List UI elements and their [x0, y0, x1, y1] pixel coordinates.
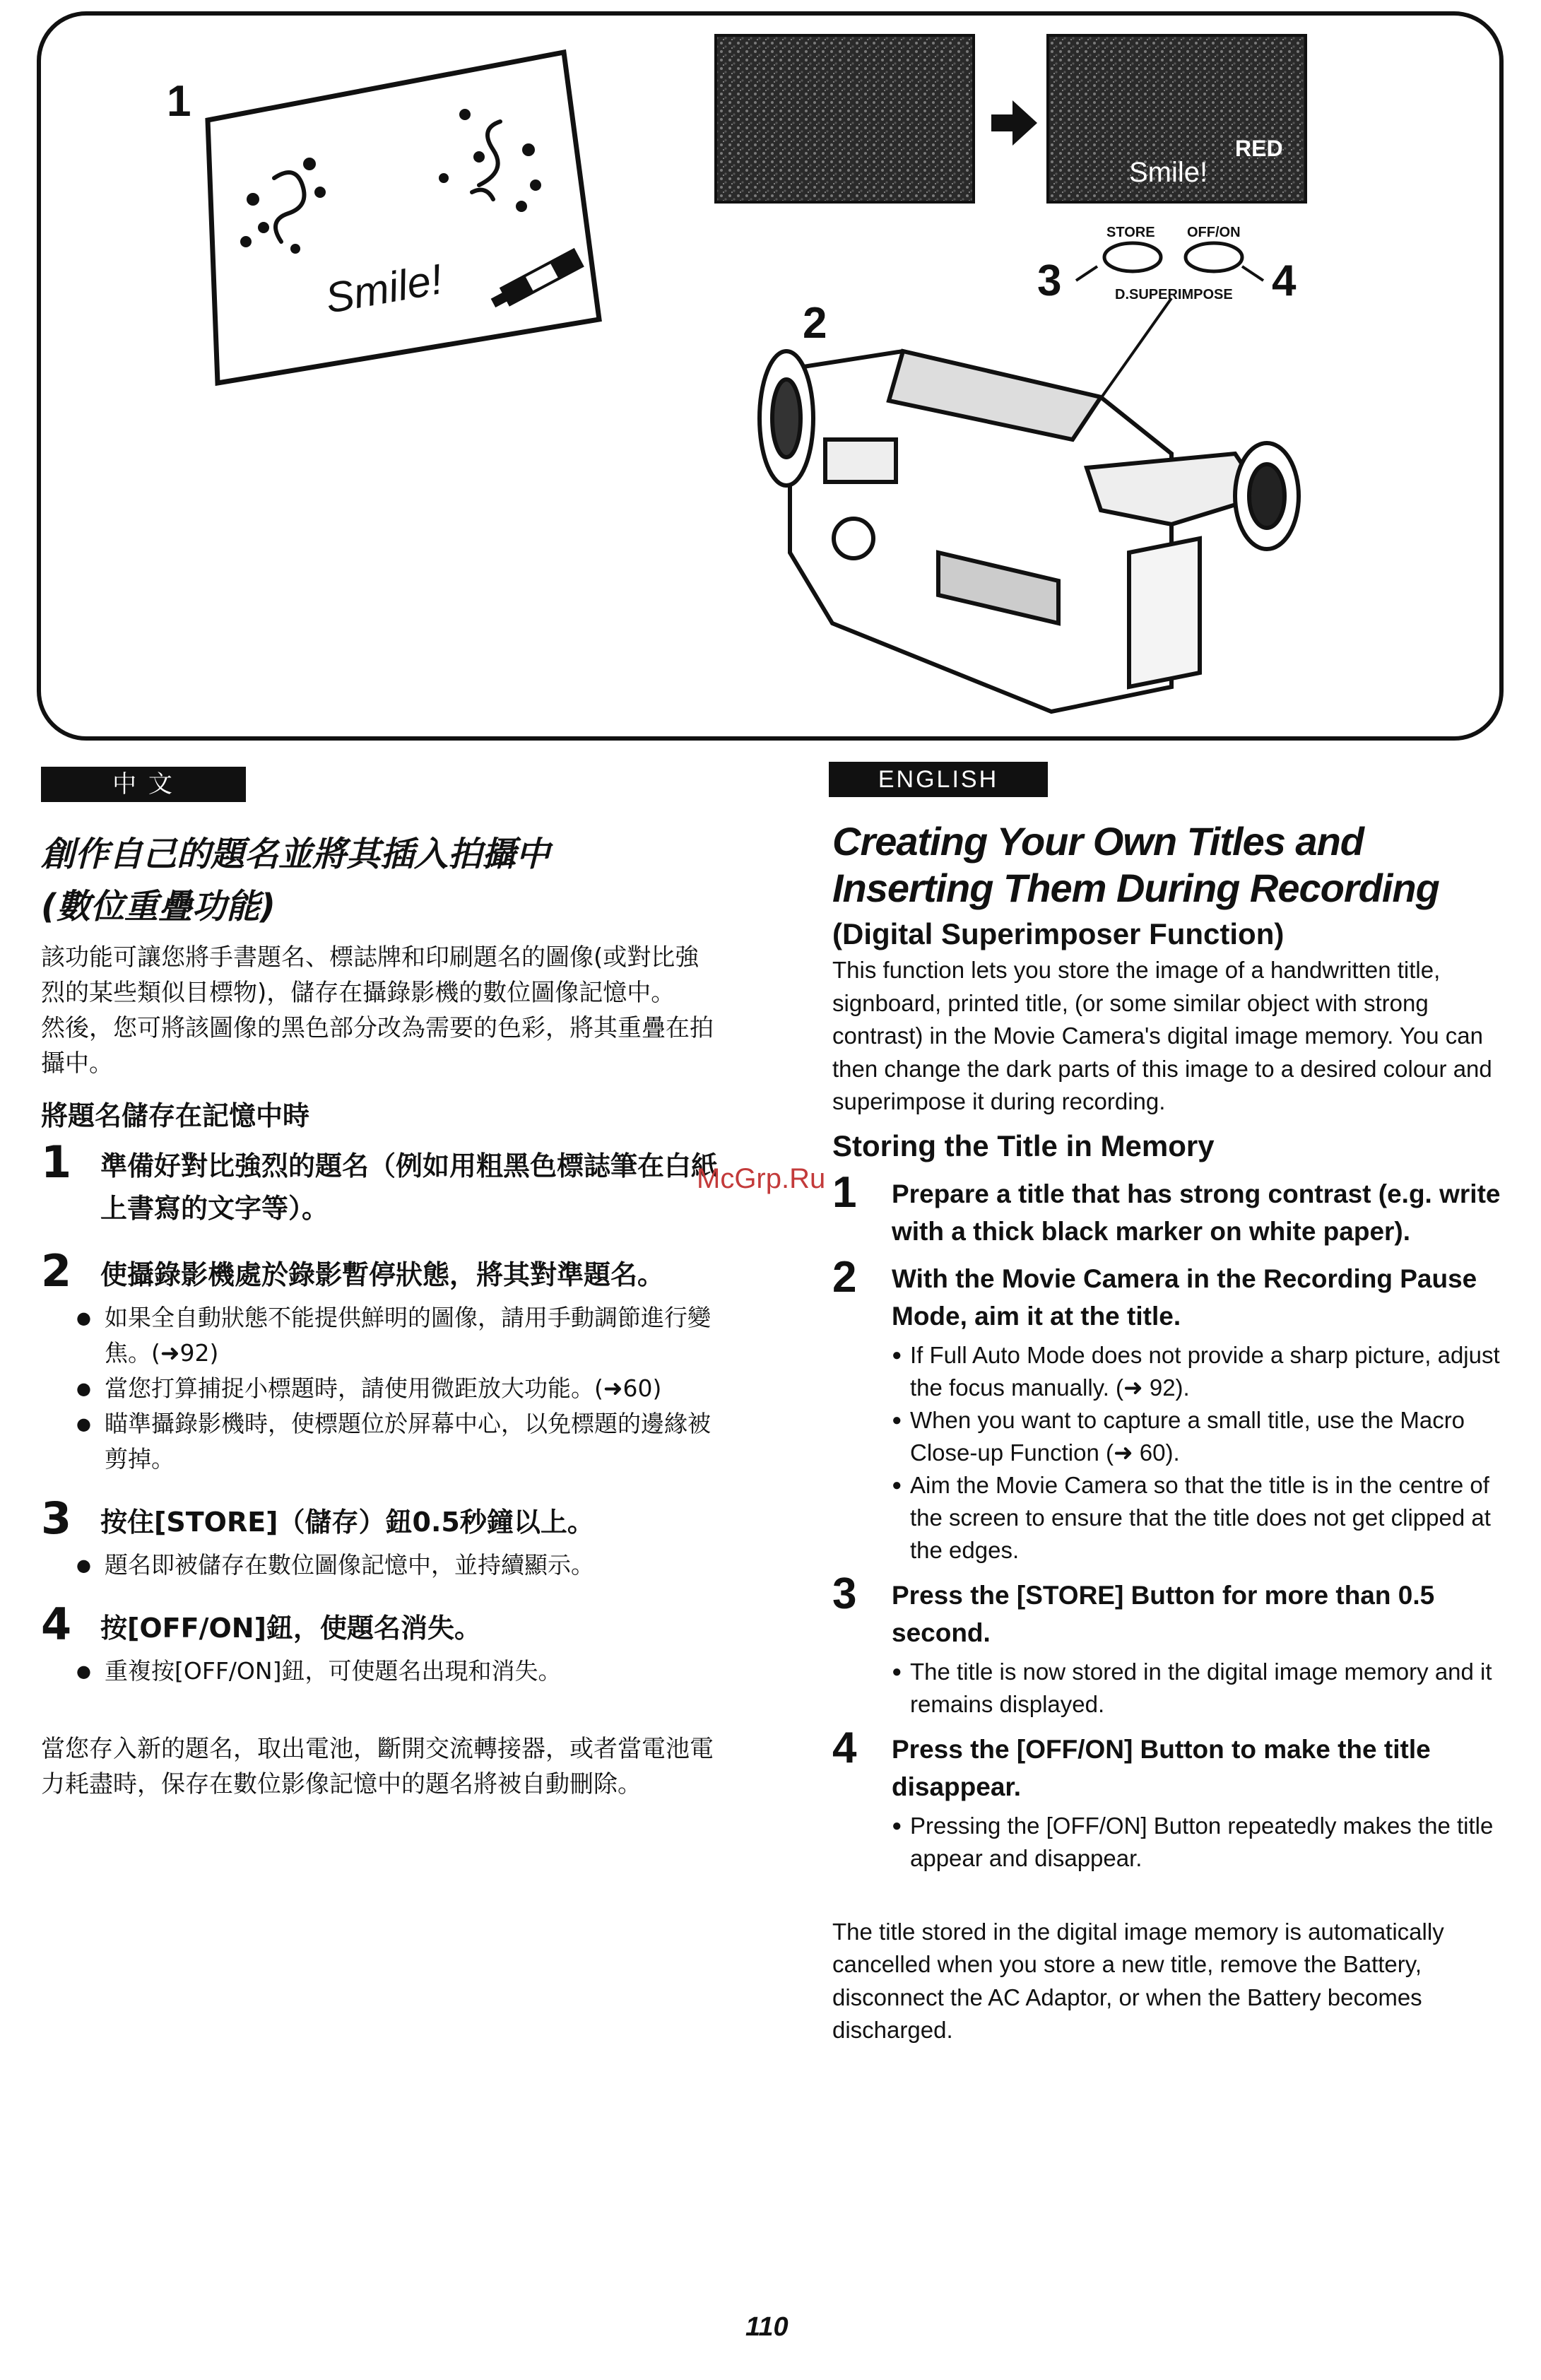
step-label-4: 4 [1272, 257, 1297, 305]
chinese-step-text: 按住[STORE]（儲存）鈕0.5秒鐘以上。 [100, 1507, 594, 1538]
english-title-line2: Inserting Them During Recording [832, 866, 1439, 910]
english-bullet: ● The title is now stored in the digital image memory and it remains displayed. [892, 1656, 1511, 1721]
english-subtitle: (Digital Superimposer Function) [832, 917, 1285, 950]
chinese-step-4 [41, 1598, 719, 1689]
screen-before [716, 35, 974, 202]
chinese-closing: 當您存入新的題名，取出電池，斷開交流轉接器，或者當電池電力耗盡時，保存在數位影像記憶中的題名將被自動刪除。 [41, 1735, 714, 1798]
chinese-bullet: ● 如果全自動狀態不能提供鮮明的圖像，請用手動調節進行變焦。(➜92) [72, 1300, 719, 1371]
chinese-step-text: 使攝錄影機處於錄影暫停狀態，將其對準題名。 [100, 1259, 665, 1290]
page-number: 110 [745, 2312, 789, 2342]
english-step-text: Press the [STORE] Button for more than 0.5 second. [892, 1580, 1435, 1647]
english-column [832, 818, 1511, 2047]
english-step-number: 3 [832, 1569, 857, 1618]
english-step-text: Prepare a title that has strong contrast (e.g. write with a thick black marker on white paper). [892, 1179, 1501, 1246]
chinese-bullet: ● 當您打算捕捉小標題時，請使用微距放大功能。(➜60) [72, 1371, 719, 1406]
chinese-bullet: ● 題名即被儲存在數位圖像記憶中，並持續顯示。 [72, 1548, 719, 1583]
english-intro: This function lets you store the image of a handwritten title, signboard, printed title, (or some similar object with strong contrast) in the Movie Camera's digital image memory. You can then change the dark parts of this image to a desired colour and superimpose it during recording. [832, 957, 1492, 1114]
chinese-step-number: 2 [41, 1245, 72, 1297]
screen-color-label: RED [1235, 136, 1283, 161]
chinese-title-line1: 創作自己的題名並將其插入拍攝中 [41, 835, 550, 874]
english-bullet: ● If Full Auto Mode does not provide a sharp picture, adjust the focus manually. (➜ 92). [892, 1339, 1511, 1404]
english-step-number: 2 [832, 1252, 857, 1302]
english-heading: Storing the Title in Memory [832, 1129, 1215, 1162]
chinese-step-number: 3 [41, 1492, 72, 1544]
chinese-bullet: ● 瞄準攝錄影機時，使標題位於屏幕中心，以免標題的邊緣被剪掉。 [72, 1406, 719, 1477]
english-step-3 [832, 1569, 1511, 1721]
offon-button [1186, 243, 1242, 271]
chinese-step-text: 按[OFF/ON]鈕，使題名消失。 [100, 1613, 481, 1644]
english-step-number: 4 [832, 1723, 857, 1772]
english-bullet: ● When you want to capture a small title, use the Macro Close-up Function (➜ 60). [892, 1404, 1511, 1469]
chinese-step-3 [41, 1492, 719, 1583]
store-button-label: STORE [1106, 225, 1155, 240]
camera-illustration [41, 16, 1504, 741]
english-step-4 [832, 1723, 1511, 1875]
illustration-panel [37, 11, 1504, 741]
english-step-number: 1 [832, 1167, 857, 1217]
title-board [208, 52, 599, 383]
chinese-step-text: 準備好對比強烈的題名（例如用粗黑色標誌筆在白紙上書寫的文字等）。 [100, 1150, 719, 1224]
step-label-1: 1 [167, 77, 191, 126]
chinese-step-1 [41, 1136, 719, 1230]
english-closing: The title stored in the digital image memory is automatically cancelled when you store a new title, remove the Battery, disconnect the AC Adaptor, or when the Battery becomes discharged. [832, 1918, 1444, 2043]
english-title-line1: Creating Your Own Titles and [832, 819, 1364, 864]
sign-text: Smile! [321, 255, 447, 322]
english-bullet: ● Aim the Movie Camera so that the title is in the centre of the screen to ensure that the title does not get clipped at the edges. [892, 1469, 1511, 1567]
english-bullet: ● Pressing the [OFF/ON] Button repeatedly makes the title appear and disappear. [892, 1810, 1511, 1875]
chinese-step-2 [41, 1245, 719, 1477]
offon-button-label: OFF/ON [1187, 225, 1241, 240]
chinese-intro-p1: 該功能可讓您將手書題名、標誌牌和印刷題名的圖像(或對比強烈的某些類似目標物)，儲存在攝錄影機的數位圖像記憶中。 [41, 943, 699, 1007]
english-step-1 [832, 1167, 1511, 1250]
english-step-text: With the Movie Camera in the Recording Pause Mode, aim it at the title. [892, 1263, 1477, 1331]
chinese-bullet: ● 重複按[OFF/ON]鈕，可使題名出現和消失。 [72, 1654, 719, 1689]
english-step-text: Press the [OFF/ON] Button to make the title disappear. [892, 1734, 1431, 1801]
english-step-2 [832, 1252, 1511, 1567]
watermark: McGrp.Ru [697, 1163, 826, 1194]
camcorder [760, 351, 1299, 712]
chinese-section-tag: 中 文 [41, 767, 246, 802]
chinese-title-line2: (數位重疊功能) [41, 887, 276, 926]
step-label-2: 2 [803, 299, 827, 348]
english-section-tag: ENGLISH [829, 762, 1048, 797]
store-button [1104, 243, 1161, 271]
screen-title-text: Smile! [1129, 157, 1208, 188]
chinese-step-number: 4 [41, 1598, 72, 1650]
arrow-right-icon [991, 100, 1037, 146]
chinese-intro-p2: 然後，您可將該圖像的黑色部分改為需要的色彩，將其重疊在拍攝中。 [41, 1014, 714, 1078]
step-label-3: 3 [1037, 257, 1062, 305]
chinese-step-number: 1 [41, 1136, 72, 1188]
superimpose-label: D.SUPERIMPOSE [1115, 287, 1233, 302]
chinese-heading: 將題名儲存在記憶中時 [41, 1100, 310, 1131]
chinese-column [41, 828, 719, 1802]
